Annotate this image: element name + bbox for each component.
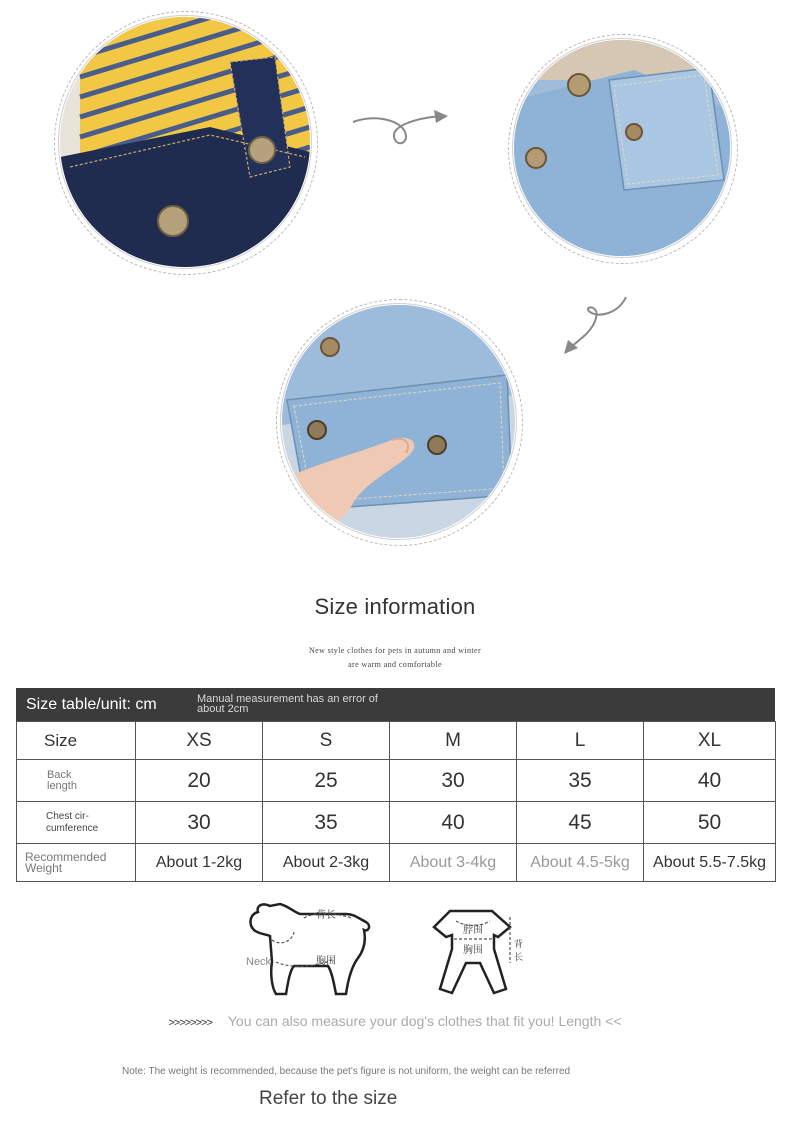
- size-m: M: [390, 722, 517, 760]
- row-label-back-length: [17, 760, 136, 802]
- table-row-weight: [17, 844, 776, 882]
- table-cell: About 5.5-7.5kg: [644, 844, 776, 882]
- row-label-weight: [17, 844, 136, 882]
- size-table-header: [16, 688, 775, 721]
- section-title: Size information: [314, 594, 476, 619]
- curly-arrow-right-icon: [350, 106, 450, 148]
- size-table-title: Size table/unit: cm: [26, 696, 157, 713]
- table-cell: 35: [517, 760, 644, 802]
- table-cell: About 4.5-5kg: [517, 844, 644, 882]
- dog-diagram-icon: [248, 900, 372, 1000]
- table-cell: About 3-4kg: [390, 844, 517, 882]
- garment-neck-label: 脖围: [463, 925, 483, 936]
- size-table: [16, 721, 776, 882]
- photo-denim-hand: [282, 305, 515, 538]
- size-table-note: Manual measurement has an error of about 2cm: [197, 693, 378, 715]
- garment-back-label-1: 背: [514, 939, 524, 949]
- table-cell: 50: [644, 802, 776, 844]
- dog-back-label: 背长: [316, 910, 336, 921]
- section-subtitle-2: are warm and comfortable: [348, 660, 442, 669]
- size-xs: XS: [136, 722, 263, 760]
- weight-note: Note: The weight is recommended, because the pet's figure is not uniform, the weight can be referred: [122, 1066, 571, 1077]
- back-length-label: Back length: [47, 768, 77, 792]
- dog-chest-label: 胸围: [316, 956, 336, 967]
- table-row-size: [17, 722, 776, 760]
- garment-chest-label: 胸围: [463, 945, 483, 956]
- weight-label: Recommended Weight: [25, 849, 107, 875]
- chest-label: Chest cir-cumference: [46, 810, 99, 834]
- table-cell: 35: [263, 802, 390, 844]
- row-label-chest: [17, 802, 136, 844]
- size-xl: XL: [644, 722, 776, 760]
- table-cell: About 2-3kg: [263, 844, 390, 882]
- table-row-back-length: [17, 760, 776, 802]
- table-cell: 30: [136, 802, 263, 844]
- garment-back-label-2: 长: [514, 952, 524, 962]
- size-s: S: [263, 722, 390, 760]
- table-cell: 20: [136, 760, 263, 802]
- measure-line: [0, 1013, 790, 1029]
- photo-denim-dark: [60, 17, 310, 267]
- dog-neck-label: Neck: [246, 956, 272, 968]
- table-cell: 40: [390, 802, 517, 844]
- curly-arrow-down-icon: [560, 294, 632, 356]
- refer-text: Refer to the size: [259, 1088, 398, 1109]
- measure-text: You can also measure your dog's clothes that fit you! Length <<: [227, 1013, 622, 1029]
- size-label: Size: [17, 722, 136, 760]
- chevron-arrows-icon: >>>>>>>>: [168, 1017, 212, 1029]
- section-subtitle-1: New style clothes for pets in autumn and winter: [308, 646, 482, 655]
- table-cell: 45: [517, 802, 644, 844]
- size-l: L: [517, 722, 644, 760]
- photo-denim-light: [514, 40, 730, 256]
- table-row-chest: [17, 802, 776, 844]
- table-cell: 25: [263, 760, 390, 802]
- table-cell: 30: [390, 760, 517, 802]
- table-cell: 40: [644, 760, 776, 802]
- table-cell: About 1-2kg: [136, 844, 263, 882]
